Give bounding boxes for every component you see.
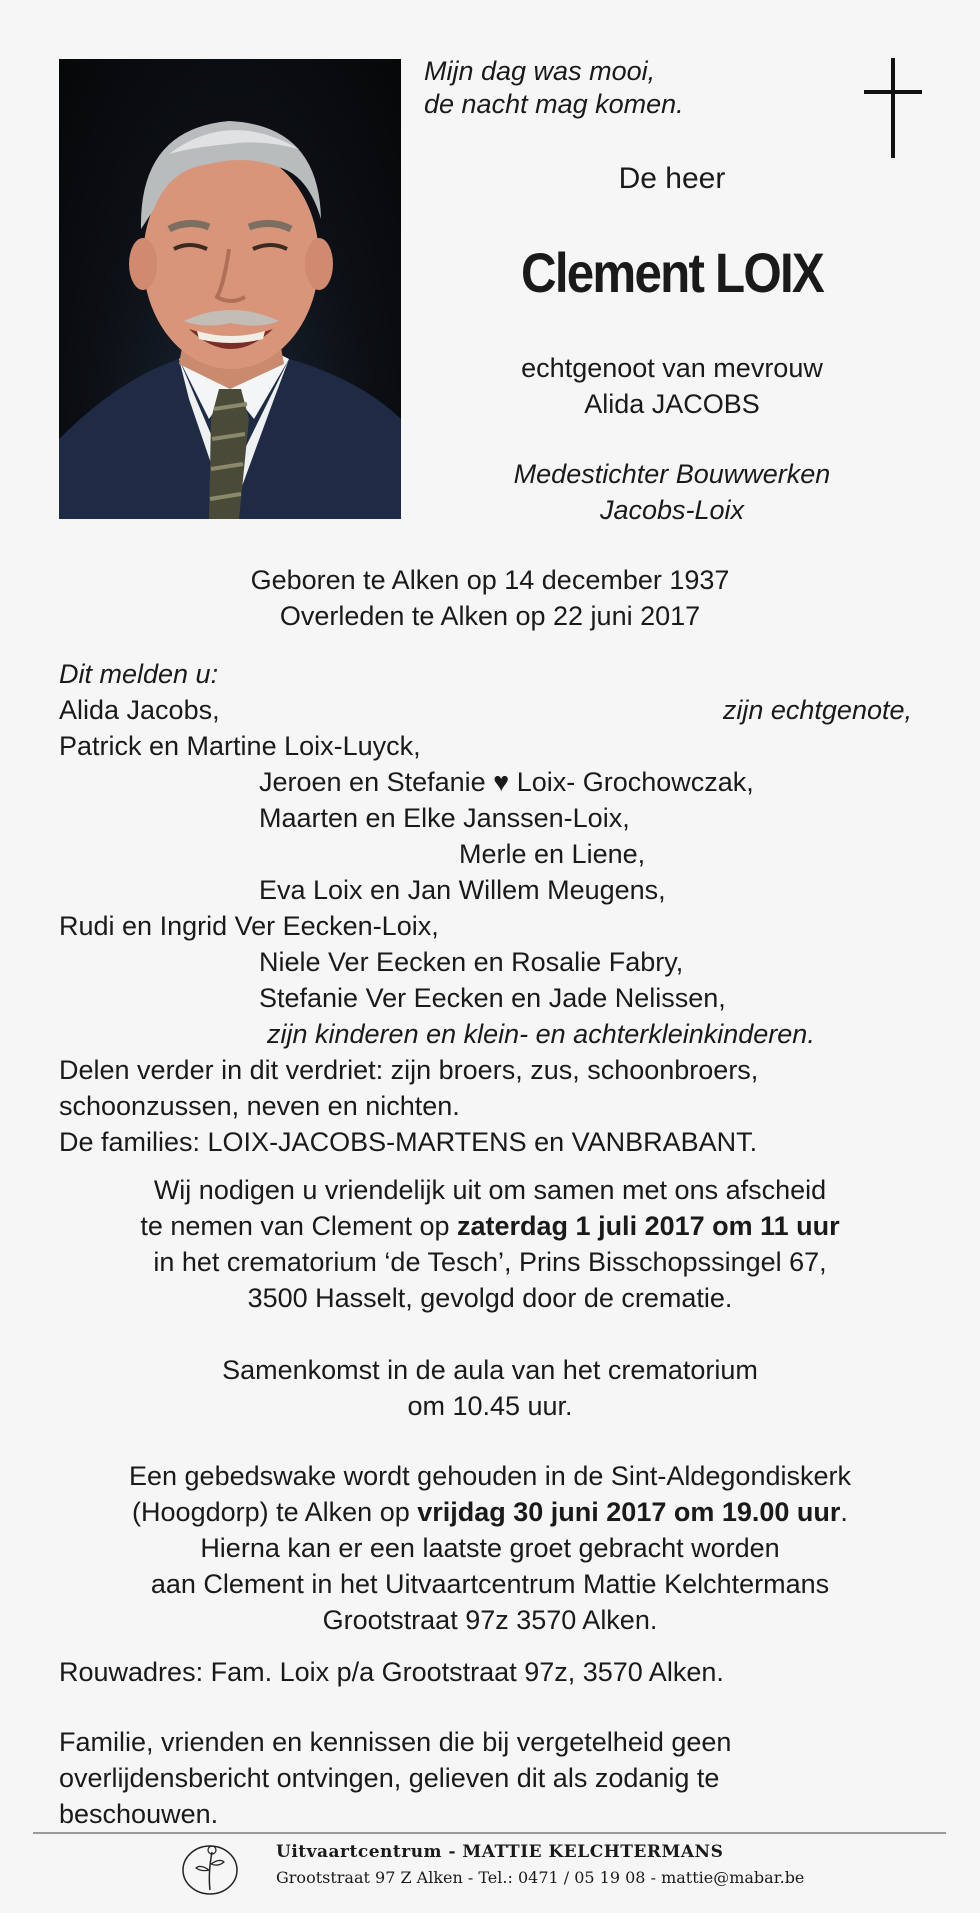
deceased-name: Clement LOIX xyxy=(520,241,823,304)
ceremony-line: Wij nodigen u vriendelijk uit om samen met ons afscheid xyxy=(153,1175,827,1205)
notice xyxy=(59,1724,921,1832)
family-member: Jeroen en Stefanie ♥ Loix- Grochowczak, xyxy=(259,767,754,797)
founder-company: Jacobs-Loix xyxy=(599,495,745,525)
funeral-home-name: Uitvaartcentrum - MATTIE KELCHTERMANS xyxy=(276,1842,724,1862)
funeral-home-contact: Grootstraat 97 Z Alken - Tel.: 0471 / 05 19 08 - mattie@mabar.be xyxy=(276,1868,805,1887)
family-spouse-role: zijn echtgenote, xyxy=(722,695,912,725)
wake-text: (Hoogdorp) te Alken op xyxy=(132,1497,418,1527)
family-member: Eva Loix en Jan Willem Meugens, xyxy=(259,875,666,905)
family-member: Niele Ver Eecken en Rosalie Fabry, xyxy=(259,947,684,977)
notice-line: overlijdensbericht ontvingen, gelieven dit als zodanig te xyxy=(59,1763,720,1793)
family-share: Delen verder in dit verdriet: zijn broers, zus, schoonbroers, xyxy=(59,1055,759,1085)
family-share: schoonzussen, neven en nichten. xyxy=(59,1091,460,1121)
ceremony-line: in het crematorium ‘de Tesch’, Prins Bisschopssingel 67, xyxy=(153,1247,827,1277)
portrait-photo xyxy=(59,59,401,519)
funeral-home-logo-icon xyxy=(180,1838,240,1898)
death-date: Overleden te Alken op 22 juni 2017 xyxy=(279,601,701,631)
ceremony-datetime: zaterdag 1 juli 2017 om 11 uur xyxy=(457,1211,840,1241)
wake-line: Hierna kan er een laatste groet gebracht worden xyxy=(200,1533,780,1563)
wake-line: Een gebedswake wordt gehouden in de Sint-Aldegondiskerk xyxy=(129,1461,851,1491)
family-member: Rudi en Ingrid Ver Eecken-Loix, xyxy=(59,911,439,941)
mourning-address: Rouwadres: Fam. Loix p/a Grootstraat 97z, 3570 Alken. xyxy=(59,1657,724,1687)
life-dates xyxy=(59,562,921,634)
wake-info xyxy=(59,1458,921,1638)
quote-line: de nacht mag komen. xyxy=(424,89,684,119)
ceremony-line xyxy=(59,1208,921,1244)
salutation: De heer xyxy=(618,162,726,195)
family-member: Merle en Liene, xyxy=(459,839,646,869)
founder-info xyxy=(424,456,920,528)
spouse-name: Alida JACOBS xyxy=(584,389,760,419)
family-names: De families: LOIX-JACOBS-MARTENS en VANBRABANT. xyxy=(59,1127,758,1157)
gathering-time: om 10.45 uur. xyxy=(407,1391,573,1421)
founder-line: Medestichter Bouwwerken xyxy=(513,459,831,489)
family-member: Stefanie Ver Eecken en Jade Nelissen, xyxy=(259,983,726,1013)
notice-line: Familie, vrienden en kennissen die bij vergetelheid geen xyxy=(59,1727,732,1757)
ceremony-line: 3500 Hasselt, gevolgd door de crematie. xyxy=(247,1283,733,1313)
ceremony-info xyxy=(59,1172,921,1316)
portrait-illustration xyxy=(59,59,401,519)
family-member: Maarten en Elke Janssen-Loix, xyxy=(259,803,630,833)
birth-date: Geboren te Alken op 14 december 1937 xyxy=(250,565,730,595)
wake-punct: . xyxy=(840,1497,848,1527)
family-spouse-line xyxy=(59,692,929,728)
family-member: Patrick en Martine Loix-Luyck, xyxy=(59,731,421,761)
wake-line: Grootstraat 97z 3570 Alken. xyxy=(322,1605,658,1635)
spouse-info xyxy=(424,350,920,422)
gathering-info xyxy=(59,1352,921,1424)
wake-datetime: vrijdag 30 juni 2017 om 19.00 uur xyxy=(417,1497,841,1527)
spouse-line: echtgenoot van mevrouw xyxy=(521,353,823,383)
family-announcement xyxy=(59,656,929,1160)
family-intro: Dit melden u: xyxy=(59,659,219,689)
family-children-role: zijn kinderen en klein- en achterkleinkinderen. xyxy=(267,1019,815,1049)
family-spouse-name: Alida Jacobs, xyxy=(59,695,220,725)
cross-icon xyxy=(864,58,922,158)
epitaph-quote xyxy=(424,55,684,121)
gathering-line: Samenkomst in de aula van het crematorium xyxy=(222,1355,758,1385)
notice-line: beschouwen. xyxy=(59,1799,219,1829)
wake-line: aan Clement in het Uitvaartcentrum Mattie Kelchtermans xyxy=(150,1569,830,1599)
quote-line: Mijn dag was mooi, xyxy=(424,56,656,86)
footer-divider xyxy=(33,1832,946,1834)
ceremony-text: te nemen van Clement op xyxy=(140,1211,458,1241)
wake-line xyxy=(59,1494,921,1530)
